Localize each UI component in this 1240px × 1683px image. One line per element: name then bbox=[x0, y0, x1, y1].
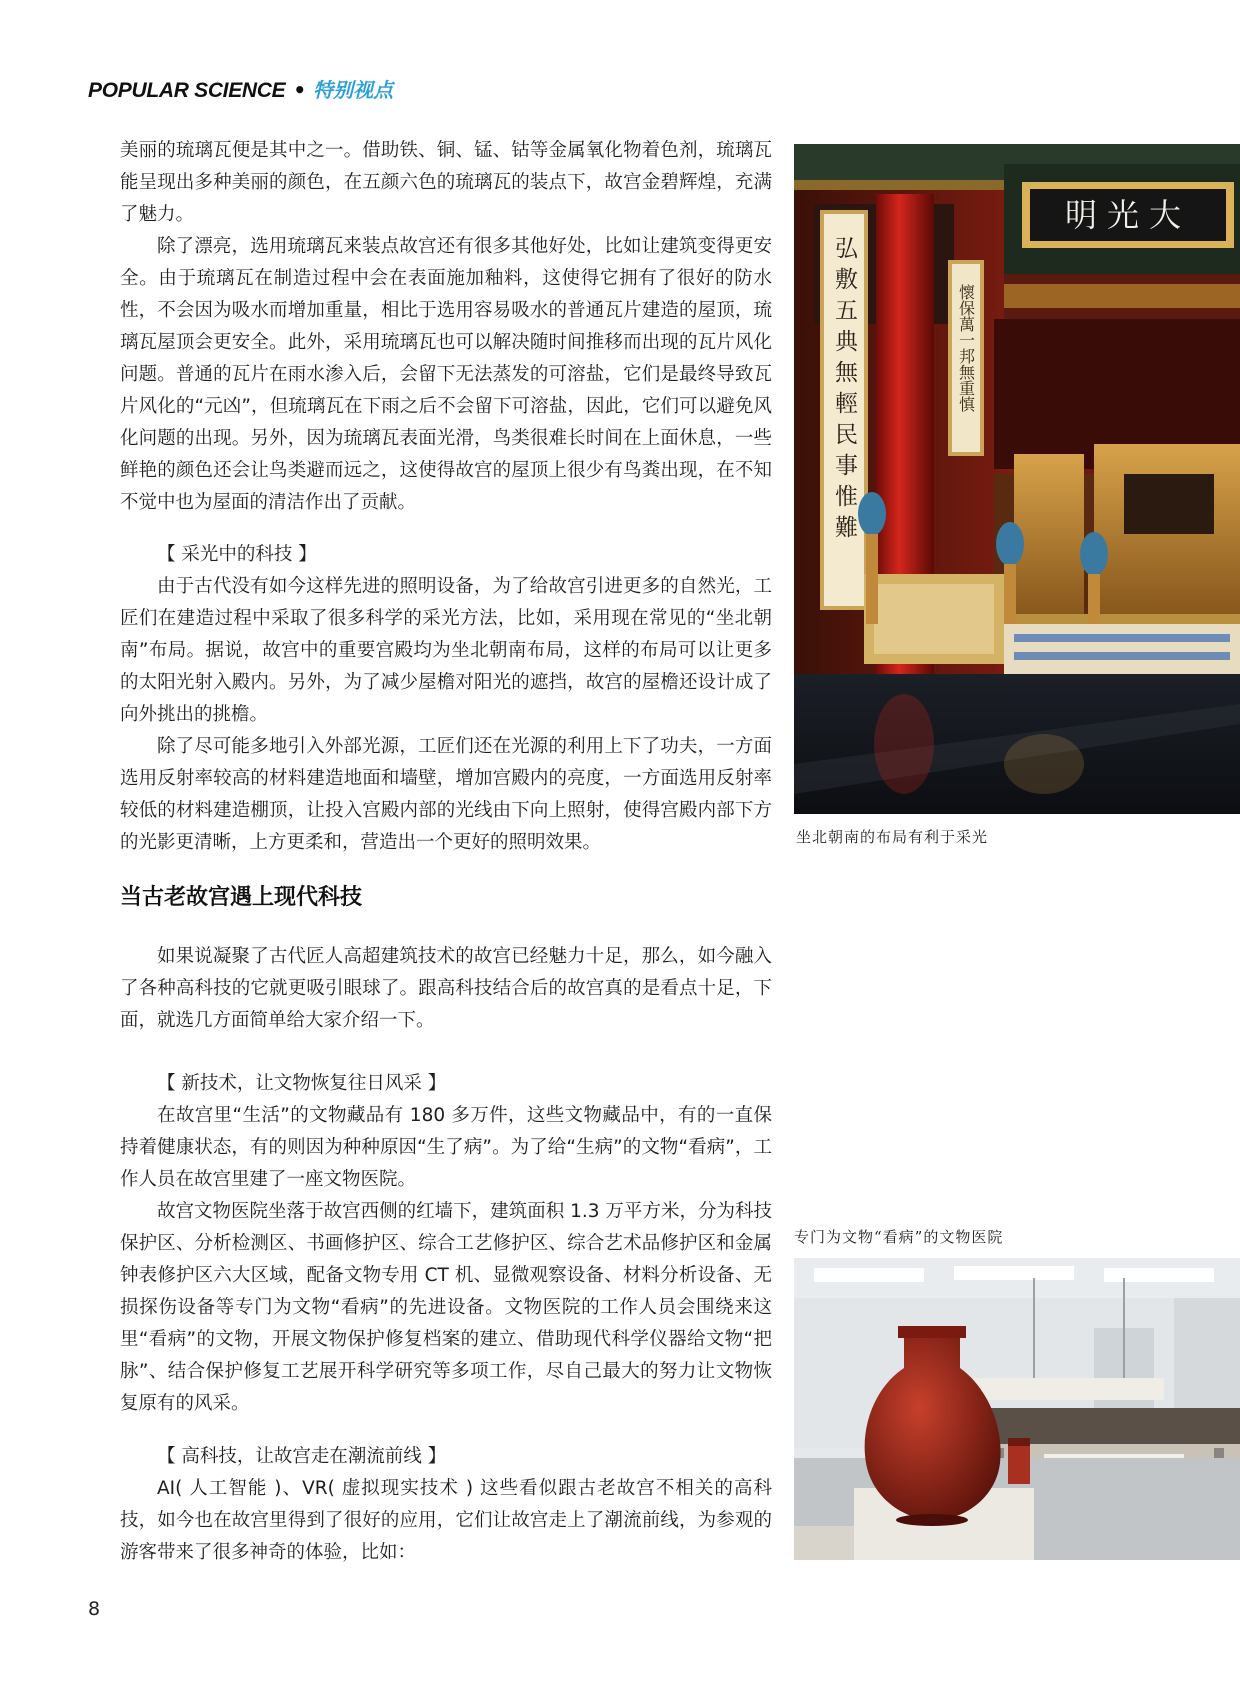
restoration-heading: 【 新技术，让文物恢复往日风采 】 bbox=[157, 1073, 447, 1094]
palace-hall-illustration bbox=[794, 144, 1240, 814]
modern-title-block bbox=[120, 882, 772, 914]
lighting-paragraph-1: 由于古代没有如今这样先进的照明设备，为了给故宫引进更多的自然光，工匠们在建造过程中采取了很多科学的采光方法，比如，采用现在常见的“坐北朝南”布局。据说，故宫中的重要宫殿均为坐北朝南布局，这样的布局可以让更多的太阳光射入殿内。另外，为了减少屋檐对阳光的遮挡，故宫的屋檐还设计成了向外挑出的挑檐。 bbox=[120, 576, 772, 725]
modern-section-title: 当古老故宫遇上现代科技 bbox=[120, 885, 363, 910]
lighting-heading: 【 采光中的科技 】 bbox=[157, 544, 317, 565]
hightech-paragraph: AI( 人工智能 )、VR( 虚拟现实技术 ) 这些看似跟古老故宫不相关的高科技，如今也在故宫里得到了很好的应用，它们让故宫走上了潮流前线，为参观的游客带来了很多神奇的体验，比如： bbox=[120, 1478, 772, 1563]
artifact-hospital-photo bbox=[794, 1258, 1240, 1560]
palace-hall-photo bbox=[794, 144, 1240, 814]
couplet-right-text: 懷保萬一邦無重慎 bbox=[956, 284, 976, 412]
modern-intro-paragraph: 如果说凝聚了古代匠人高超建筑技术的故宫已经魅力十足，那么，如今融入了各种高科技的它就更吸引眼球了。跟高科技结合后的故宫真的是看点十足，下面，就选几方面简单给大家介绍一下。 bbox=[120, 946, 772, 1031]
hightech-heading: 【 高科技，让故宫走在潮流前线 】 bbox=[157, 1446, 447, 1467]
header-separator: • bbox=[293, 78, 307, 102]
page-number: 8 bbox=[88, 1598, 101, 1620]
page-header bbox=[88, 74, 393, 104]
lighting-paragraph-2: 除了尽可能多地引入外部光源，工匠们还在光源的利用上下了功夫，一方面选用反射率较高的材料建造地面和墙壁，增加宫殿内的亮度，一方面选用反射率较低的材料建造棚顶，让投入宫殿内部的光线由下向上照射，使得宫殿内部下方的光影更清晰，上方更柔和，营造出一个更好的照明效果。 bbox=[120, 736, 772, 853]
restoration-section bbox=[120, 1068, 772, 1420]
hospital-photo-caption: 专门为文物“看病”的文物医院 bbox=[794, 1228, 1004, 1246]
modern-intro-block bbox=[120, 941, 772, 1037]
restoration-paragraph-2: 故宫文物医院坐落于故宫西侧的红墙下，建筑面积 1.3 万平方米，分为科技保护区、分析检测区、书画修护区、综合工艺修护区、综合艺术品修护区和金属钟表修护区六大区域，配备文物专用 CT 机、显微观察设备、材料分析设备、无损探伤设备等专门为文物“看病”的先进设备。文物医院的工作人员会围绕来这里“看病”的文物，开展文物保护修复档案的建立、借助现代科学仪器给文物“把脉”、结合保护修复工艺展开科学研究等多项工作，尽自己最大的努力让文物恢复原有的风采。 bbox=[120, 1201, 772, 1414]
intro-paragraph-1: 美丽的琉璃瓦便是其中之一。借助铁、铜、锰、钴等金属氧化物着色剂，琉璃瓦能呈现出多种美丽的颜色，在五颜六色的琉璃瓦的装点下，故宫金碧辉煌，充满了魅力。 bbox=[120, 140, 772, 225]
couplet-left-text: 弘敷五典無輕民事惟難 bbox=[831, 236, 857, 546]
section-label: 特别视点 bbox=[313, 78, 394, 102]
plaque-text: 明光大 bbox=[1064, 196, 1192, 234]
lighting-section bbox=[120, 539, 772, 859]
restoration-paragraph-1: 在故宫里“生活”的文物藏品有 180 多万件，这些文物藏品中，有的一直保持着健康状态，有的则因为种种原因“生了病”。为了给“生病”的文物“看病”，工作人员在故宫里建了一座文物医院。 bbox=[120, 1105, 772, 1190]
magazine-brand: POPULAR SCIENCE bbox=[88, 79, 286, 102]
palace-photo-caption: 坐北朝南的布局有利于采光 bbox=[796, 828, 989, 846]
article-intro bbox=[120, 135, 772, 519]
hightech-section bbox=[120, 1441, 772, 1569]
artifact-hospital-illustration bbox=[794, 1258, 1240, 1560]
intro-paragraph-2: 除了漂亮，选用琉璃瓦来装点故宫还有很多其他好处，比如让建筑变得更安全。由于琉璃瓦在制造过程中会在表面施加釉料，这使得它拥有了很好的防水性，不会因为吸水而增加重量，相比于选用容易吸水的普通瓦片建造的屋顶，琉璃瓦屋顶会更安全。此外，采用琉璃瓦也可以解决随时间推移而出现的瓦片风化问题。普通的瓦片在雨水渗入后，会留下无法蒸发的可溶盐，它们是最终导致瓦片风化的“元凶”，但琉璃瓦在下雨之后不会留下可溶盐，因此，它们可以避免风化问题的出现。另外，因为琉璃瓦表面光滑，鸟类很难长时间在上面休息，一些鲜艳的颜色还会让鸟类避而远之，这使得故宫的屋顶上很少有鸟粪出现，在不知不觉中也为屋面的清洁作出了贡献。 bbox=[120, 236, 772, 513]
